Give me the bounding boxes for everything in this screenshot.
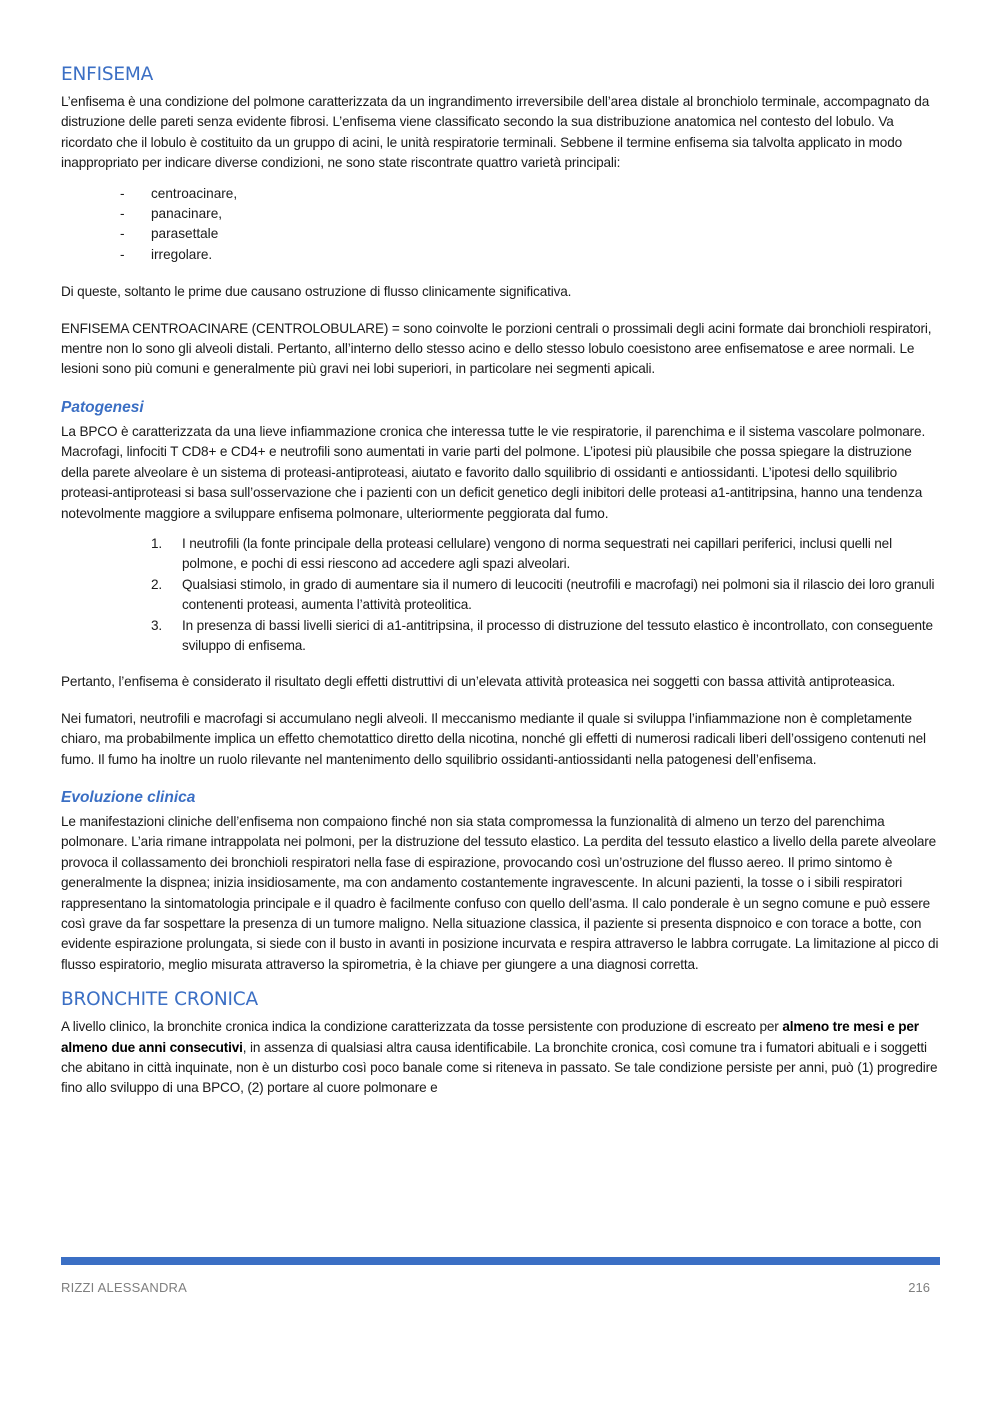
enfisema-after-list: Di queste, soltanto le prime due causano ostruzione di flusso clinicamente significativa. (61, 284, 572, 300)
list-marker: - (120, 206, 125, 222)
list-item-text: panacinare, (151, 206, 223, 222)
varieties-list (61, 184, 939, 266)
evoluzione-p1: Le manifestazioni cliniche dell’enfisema non compaiono finché non sia stata compromessa la funzionalità di almeno un terzo del parenchima polmonare. L’aria rimane intrappolata nei polmoni, per la distruzione del tessuto elastico. La perdita del tessuto elastico a livello della parete alveolare provoca il collassamento dei bronchioli respiratori nella fase di espirazione, provocando così un’ostruzione del flusso aereo. Il primo sintomo è generalmente la dispnea; inizia insidiosamente, ma con andamento costantemente ingravescente. In alcuni pazienti, la tosse o i sibili respiratori rappresentano la sintomatologia principale e il quadro è facilmente confuso con quello dell’asma. Il calo ponderale è un segno comune e può essere così grave da far sospettare la presenza di un tumore maligno. Nella situazione classica, il paziente si presenta dispnoico e con torace a botte, con evidente espirazione prolungata, si siede con il busto in avanti in posizione incurvata e respira attraverso le labbra corrugate. La limitazione al picco di flusso espiratorio, meglio misurata attraverso la spirometria, è la chiave per giungere a una diagnosi corretta. (61, 813, 939, 972)
bronchite-p1-after: , in assenza di qualsiasi altra causa identificabile. La bronchite cronica, così comune tra i fumatori abituali e i soggetti che abitano in città inquinate, non è un disturbo così poco banale come si riteneva in passato. Se tale condizione persiste per anni, può (1) progredire fino allo sviluppo di una BPCO, (2) portare al cuore polmonare e (61, 1039, 938, 1096)
list-marker: - (120, 226, 125, 242)
subsection-title-evoluzione: Evoluzione clinica (61, 788, 196, 806)
list-item-text: irregolare. (151, 246, 213, 262)
list-item (120, 184, 939, 204)
list-item-text: I neutrofili (la fonte principale della proteasi cellulare) vengono di norma sequestrati nei capillari periferici, inclusi quelli nel polmone, e pochi di essi riescono ad accedere agli spazi alveolari. (182, 535, 892, 572)
list-marker: - (120, 185, 125, 201)
subsection-title-patogenesi: Patogenesi (61, 398, 144, 416)
list-item (151, 616, 939, 657)
list-item (151, 534, 939, 575)
footer-author: RIZZI ALESSANDRA (61, 1280, 188, 1295)
page-number: 216 (908, 1280, 930, 1295)
list-item (151, 575, 939, 616)
footer-rule (61, 1257, 940, 1265)
list-item-text: Qualsiasi stimolo, in grado di aumentare sia il numero di leucociti (neutrofili e macrofagi) nei polmoni sia il rilascio dei loro granuli contenenti proteasi, aumenta l’attività proteolitica. (182, 576, 935, 613)
list-item (120, 224, 939, 244)
bronchite-p1 (61, 1017, 939, 1099)
list-number: 1. (151, 535, 163, 551)
list-number: 3. (151, 617, 163, 633)
bronchite-p1-bold: almeno tre mesi e per almeno due anni consecutivi (61, 1019, 919, 1055)
enfisema-centroacinare: ENFISEMA CENTROACINARE (CENTROLOBULARE) = sono coinvolte le porzioni centrali o prossimali degli acini formate dai bronchioli respiratori, mentre non lo sono gli alveoli distali. Pertanto, all’interno dello stesso acino e dello stesso lobulo coesistono aree enfisematose e aree normali. Le lesioni sono più comuni e generalmente più gravi nei lobi superiori, in particolare nei segmenti apicali. (61, 320, 932, 377)
patogenesi-p1: La BPCO è caratterizzata da una lieve infiammazione cronica che interessa tutte le vie respiratorie, il parenchima e il sistema vascolare polmonare. Macrofagi, linfociti T CD8+ e CD4+ e neutrofili sono aumentati in varie parti del polmone. L’ipotesi più plausibile che possa spiegare la distruzione della parete alveolare è un sistema di proteasi-antiproteasi, aiutato e favorito dallo squilibrio di ossidanti e antiossidanti. L’ipotesi dello squilibrio proteasi-antiproteasi si basa sull’osservazione che i pazienti con un deficit genetico degli inibitori delle proteasi a1-antitripsina, hanno una tendenza notevolmente maggiore a sviluppare enfisema polmonare, ulteriormente peggiorata dal fumo. (61, 423, 926, 521)
list-item-text: centroacinare, (151, 185, 238, 201)
section-title-enfisema: ENFISEMA (61, 64, 154, 85)
list-number: 2. (151, 576, 163, 592)
enfisema-intro: L’enfisema è una condizione del polmone caratterizzata da un ingrandimento irreversibile dell’area distale al bronchiolo terminale, accompagnato da distruzione delle pareti senza evidente fibrosi. L’enfisema viene classificato secondo la sua distribuzione anatomica nel contesto del lobulo. Va ricordato che il lobulo è costituito da un gruppo di acini, le unità respiratorie terminali. Sebbene il termine enfisema sia talvolta applicato in modo inappropriato per indicare diverse condizioni, ne sono state riscontrate quattro varietà principali: (61, 94, 930, 171)
list-marker: - (120, 246, 125, 262)
list-item (120, 245, 939, 265)
patogenesi-p2: Pertanto, l’enfisema è considerato il risultato degli effetti distruttivi di un’elevata attività proteasica nei soggetti con bassa attività antiproteasica. (61, 674, 896, 690)
list-item-text: parasettale (151, 226, 219, 242)
list-item (120, 204, 939, 224)
patogenesi-p3: Nei fumatori, neutrofili e macrofagi si accumulano negli alveoli. Il meccanismo mediante il quale si sviluppa l’infiammazione non è completamente chiaro, ma probabilmente implica un effetto chemotattico diretto della nicotina, nonché gli effetti di numerosi radicali liberi dell’ossigeno contenuti nel fumo. Il fumo ha inoltre un ruolo rilevante nel mantenimento dello squilibrio ossidanti-antiossidanti nella patogenesi dell’enfisema. (61, 710, 926, 767)
list-item-text: In presenza di bassi livelli sierici di a1-antitripsina, il processo di distruzione del tessuto elastico è incontrollato, con conseguente sviluppo di enfisema. (182, 617, 933, 653)
section-title-bronchite: BRONCHITE CRONICA (61, 989, 258, 1011)
patogenesi-numbered-list (61, 534, 939, 656)
document-page (61, 62, 939, 1115)
bronchite-p1-before: A livello clinico, la bronchite cronica indica la condizione caratterizzata da tosse persistente con produzione di escreato per (61, 1019, 783, 1035)
